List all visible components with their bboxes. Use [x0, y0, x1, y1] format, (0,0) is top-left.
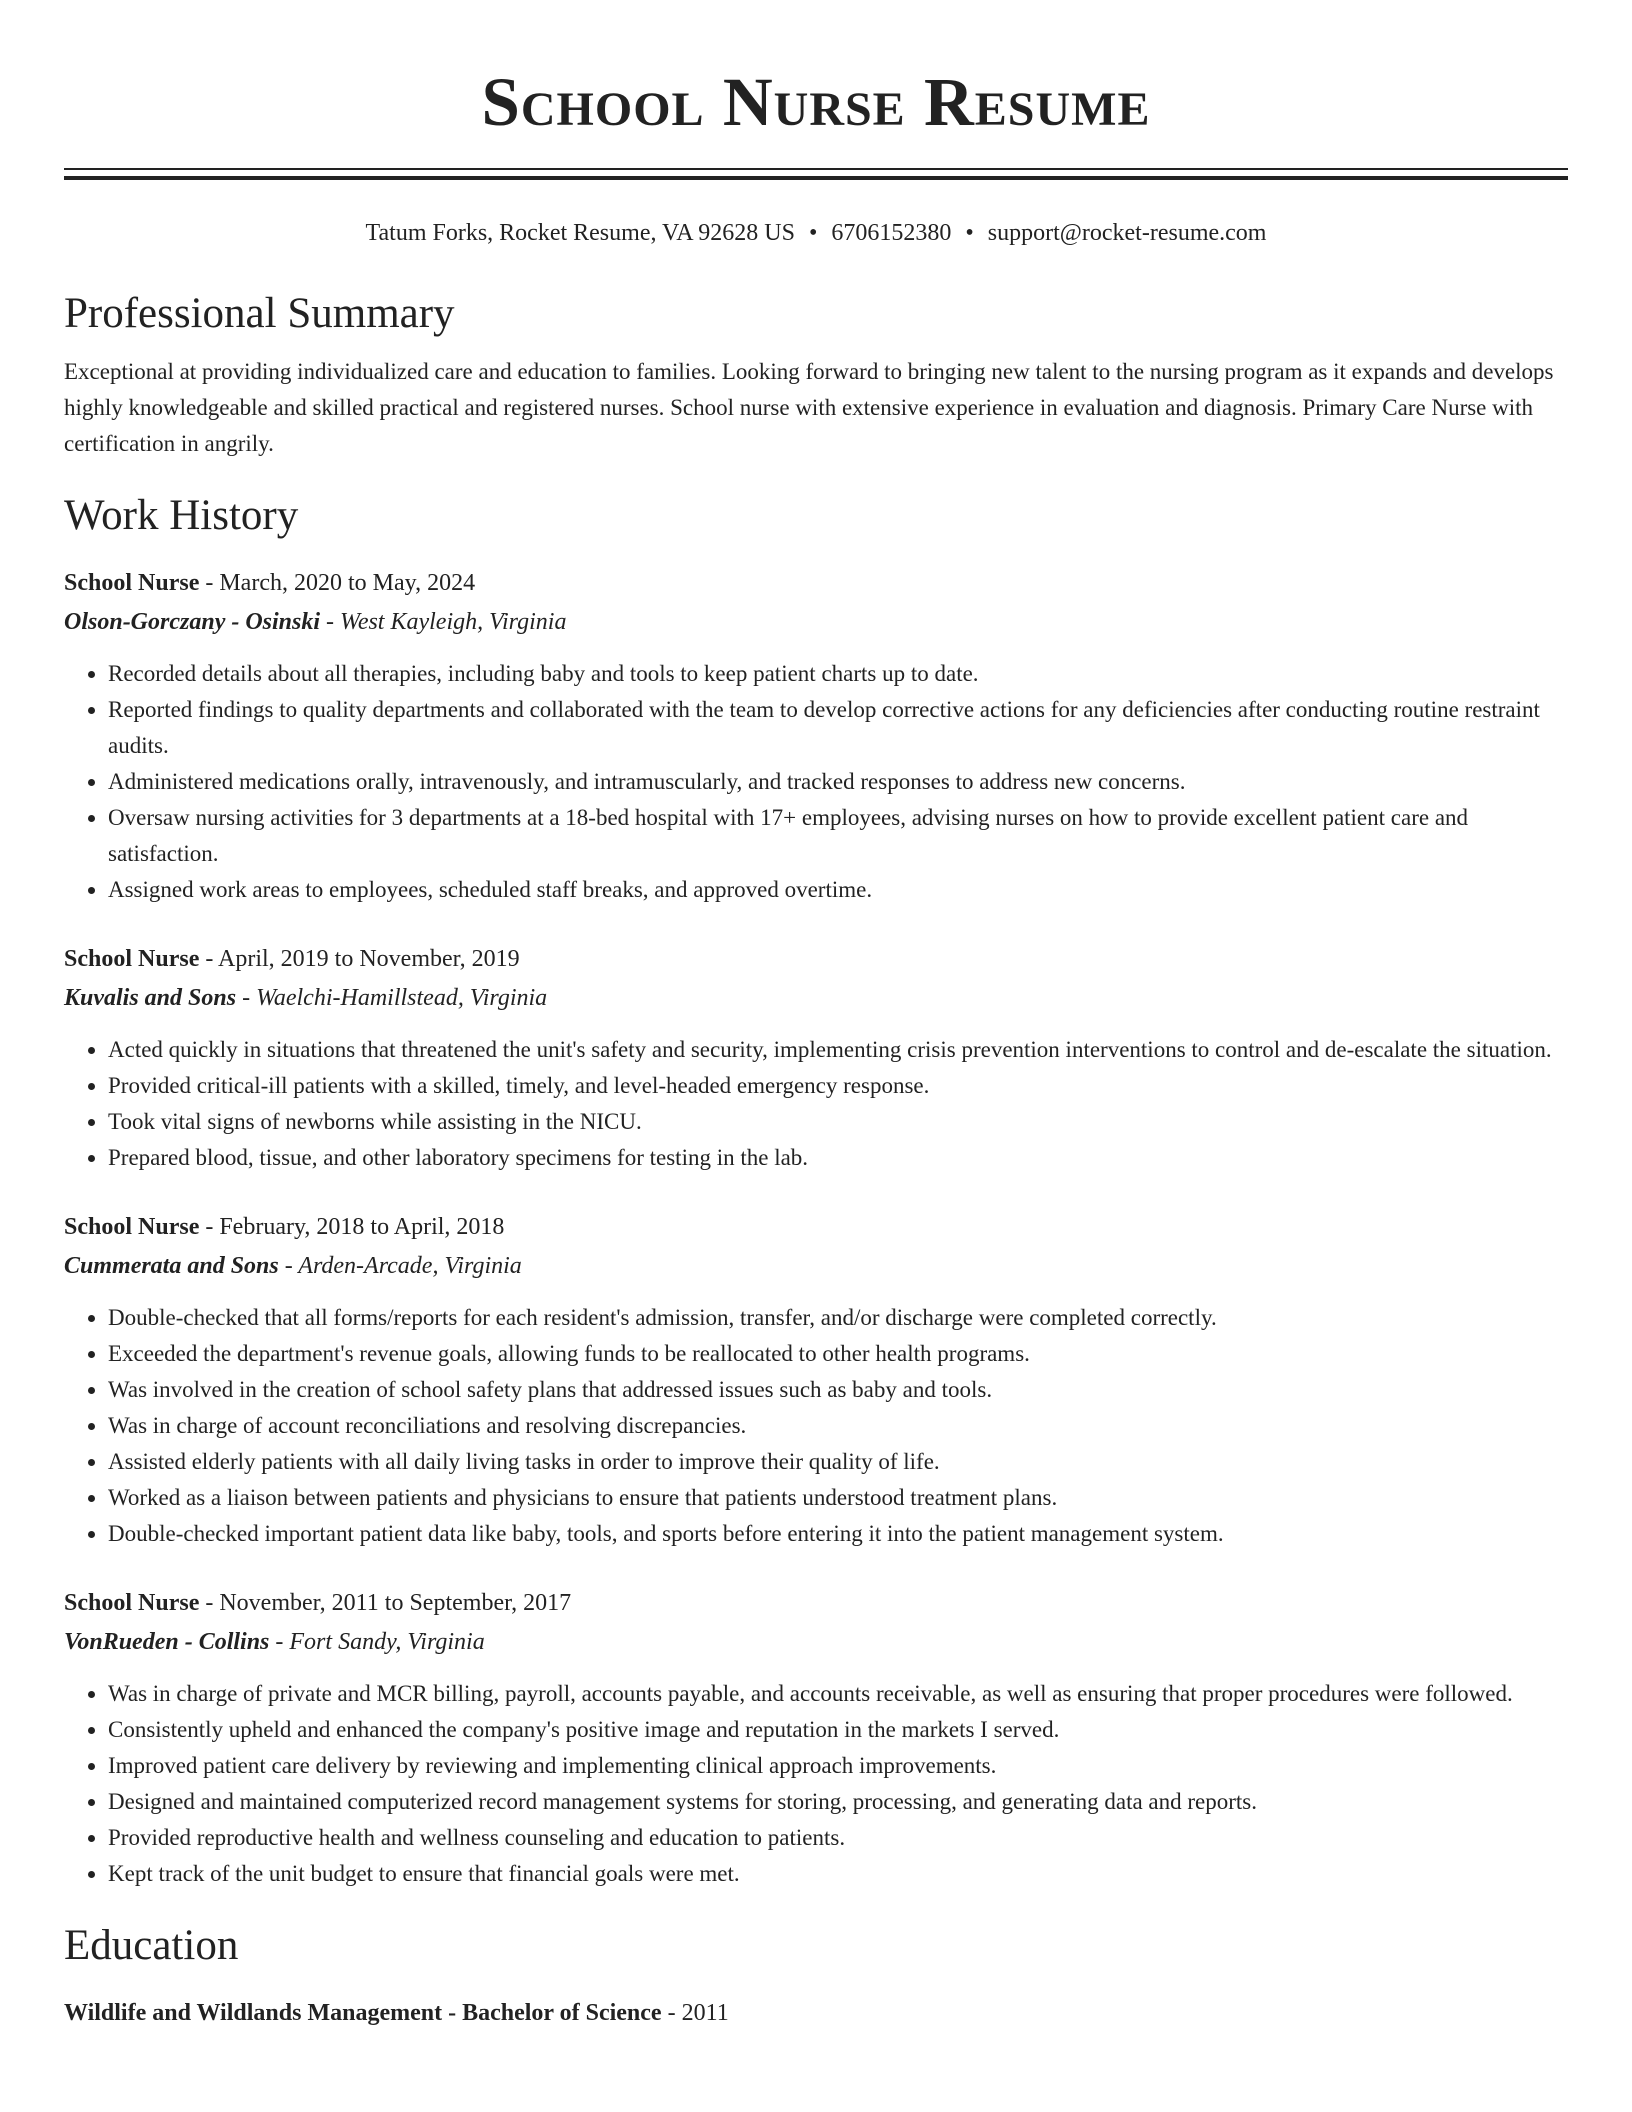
- job-bullet: • Exceeded the department's revenue goals, allowing funds to be reallocated to other health programs.: [108, 1336, 1568, 1372]
- job-bullet: • Was in charge of private and MCR billing, payroll, accounts payable, and accounts receivable, as well as ensuring that proper procedures were followed.: [108, 1676, 1568, 1712]
- company-line: [64, 1623, 1568, 1662]
- job-bullet: • Was in charge of account reconciliations and resolving discrepancies.: [108, 1408, 1568, 1444]
- job-title-line: [64, 1208, 1568, 1247]
- job-bullet: • Worked as a liaison between patients and physicians to ensure that patients understood treatment plans.: [108, 1480, 1568, 1516]
- job-bullet: • Double-checked important patient data like baby, tools, and sports before entering it into the patient management system.: [108, 1516, 1568, 1552]
- title-divider: [64, 168, 1568, 180]
- company-location: - Waelchi-Hamillstead, Virginia: [236, 985, 548, 1011]
- job-bullets: [64, 1300, 1568, 1552]
- job-bullet: • Took vital signs of newborns while assisting in the NICU.: [108, 1104, 1568, 1140]
- job-title-line: [64, 940, 1568, 979]
- job-bullet: • Prepared blood, tissue, and other laboratory specimens for testing in the lab.: [108, 1140, 1568, 1176]
- job-title: School Nurse: [64, 1214, 200, 1240]
- company-name: Olson-Gorczany - Osinski: [64, 609, 321, 635]
- job-bullet: • Provided reproductive health and wellness counseling and education to patients.: [108, 1820, 1568, 1856]
- company-line: [64, 603, 1568, 642]
- education-year: - 2011: [661, 2000, 729, 2026]
- job-entry: [64, 1208, 1568, 1552]
- contact-line: [64, 216, 1568, 250]
- job-bullets: [64, 656, 1568, 908]
- company-line: [64, 979, 1568, 1018]
- education-degree: Wildlife and Wildlands Management - Bachelor of Science: [64, 2000, 662, 2026]
- job-bullet: • Recorded details about all therapies, including baby and tools to keep patient charts up to date.: [108, 656, 1568, 692]
- job-title: School Nurse: [64, 570, 200, 596]
- company-name: Kuvalis and Sons: [64, 985, 237, 1011]
- job-bullet: • Designed and maintained computerized record management systems for storing, processing, and generating data and reports.: [108, 1784, 1568, 1820]
- company-line: [64, 1247, 1568, 1286]
- job-bullet: • Reported findings to quality departments and collaborated with the team to develop corrective actions for any deficiencies after conducting routine restraint audits.: [108, 692, 1568, 764]
- job-bullet: • Was involved in the creation of school safety plans that addressed issues such as baby and tools.: [108, 1372, 1568, 1408]
- job-bullets: [64, 1032, 1568, 1176]
- job-title-line: [64, 1584, 1568, 1623]
- job-title: School Nurse: [64, 946, 200, 972]
- job-bullet: • Acted quickly in situations that threatened the unit's safety and security, implementing crisis prevention interventions to control and de-escalate the situation.: [108, 1032, 1568, 1068]
- job-bullet: • Oversaw nursing activities for 3 departments at a 18-bed hospital with 17+ employees, advising nurses on how to provide excellent patient care and satisfaction.: [108, 800, 1568, 872]
- job-bullet: • Administered medications orally, intravenously, and intramuscularly, and tracked responses to address new concerns.: [108, 764, 1568, 800]
- company-location: - Arden-Arcade, Virginia: [278, 1253, 522, 1279]
- contact-separator: •: [965, 220, 974, 246]
- job-title: School Nurse: [64, 1590, 200, 1616]
- job-bullet: • Assigned work areas to employees, scheduled staff breaks, and approved overtime.: [108, 872, 1568, 908]
- contact-email: support@rocket-resume.com: [987, 220, 1267, 246]
- job-bullet: • Improved patient care delivery by reviewing and implementing clinical approach improvements.: [108, 1748, 1568, 1784]
- job-entry: [64, 1584, 1568, 1892]
- job-dates: - April, 2019 to November, 2019: [199, 946, 520, 972]
- contact-address: Tatum Forks, Rocket Resume, VA 92628 US: [365, 220, 795, 246]
- job-bullet: • Assisted elderly patients with all daily living tasks in order to improve their quality of life.: [108, 1444, 1568, 1480]
- job-entry: [64, 940, 1568, 1176]
- job-bullet: • Double-checked that all forms/reports for each resident's admission, transfer, and/or discharge were completed correctly.: [108, 1300, 1568, 1336]
- company-name: VonRueden - Collins: [64, 1629, 270, 1655]
- summary-text: Exceptional at providing individualized care and education to families. Looking forward to bringing new talent to the nursing program as it expands and develops highly knowledgeable and skilled practical and registered nurses. School nurse with extensive experience in evaluation and diagnosis. Primary Care Nurse with certification in angrily.: [64, 359, 1554, 456]
- contact-separator: •: [808, 220, 818, 246]
- job-dates: - March, 2020 to May, 2024: [199, 570, 476, 596]
- company-location: - Fort Sandy, Virginia: [269, 1629, 485, 1655]
- job-dates: - November, 2011 to September, 2017: [199, 1590, 572, 1616]
- job-entry: [64, 564, 1568, 908]
- resume-title: School Nurse Resume: [481, 64, 1151, 140]
- summary-heading: Professional Summary: [64, 290, 455, 337]
- job-bullet: • Kept track of the unit budget to ensure that financial goals were met.: [108, 1856, 1568, 1892]
- job-bullet: • Provided critical-ill patients with a skilled, timely, and level-headed emergency response.: [108, 1068, 1568, 1104]
- work-history-heading: Work History: [64, 492, 299, 539]
- education-heading: Education: [64, 1922, 239, 1969]
- contact-phone: 6706152380: [831, 220, 952, 246]
- job-title-line: [64, 564, 1568, 603]
- company-location: - West Kayleigh, Virginia: [320, 609, 567, 635]
- job-bullet: • Consistently upheld and enhanced the company's positive image and reputation in the markets I served.: [108, 1712, 1568, 1748]
- education-entry: [64, 1994, 1568, 2033]
- company-name: Cummerata and Sons: [64, 1253, 279, 1279]
- job-dates: - February, 2018 to April, 2018: [199, 1214, 505, 1240]
- job-bullets: [64, 1676, 1568, 1892]
